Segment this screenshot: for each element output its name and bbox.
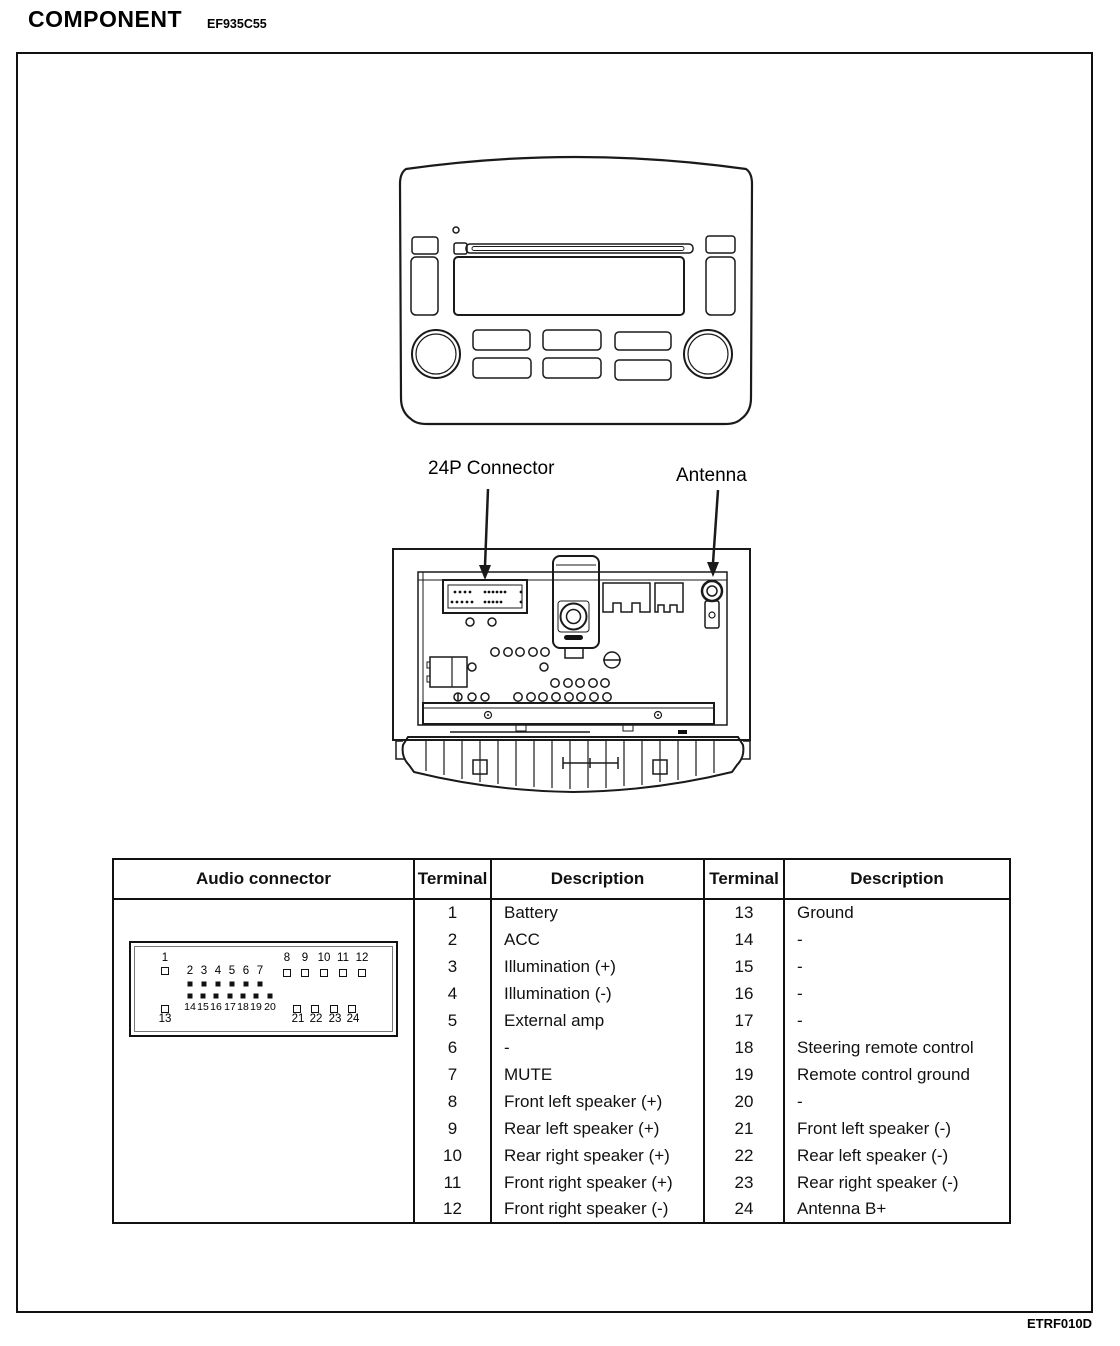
pin-square-13 [161,1005,169,1013]
pin-label-14: 14 [184,1001,196,1013]
table-row [113,899,1010,926]
radio-front-illustration [391,140,761,430]
terminal-cell: 11 [414,1169,491,1196]
pin-square-23 [330,1005,338,1013]
pin-square-2 [188,982,193,987]
description-cell: Remote control ground [784,1061,1010,1088]
pin-square-5 [230,982,235,987]
pin-label-18: 18 [237,1001,249,1013]
terminal-cell: 9 [414,1115,491,1142]
connector-pin-diagram [129,941,398,1037]
pin-label-2: 2 [186,965,194,977]
terminal-cell: 24 [704,1196,784,1223]
header-description-right: Description [784,859,1010,899]
description-cell: - [784,953,1010,980]
description-cell: Rear left speaker (+) [491,1115,704,1142]
terminal-cell: 2 [414,926,491,953]
description-cell: Rear right speaker (-) [784,1169,1010,1196]
terminal-cell: 12 [414,1196,491,1223]
pin-label-24: 24 [346,1013,360,1025]
header-terminal-right: Terminal [704,859,784,899]
description-cell: Front right speaker (+) [491,1169,704,1196]
pin-square-15 [201,994,206,999]
pin-label-20: 20 [264,1001,276,1013]
description-cell: Battery [491,899,704,926]
terminal-cell: 21 [704,1115,784,1142]
radio-rear-illustration [390,545,760,797]
terminal-cell: 7 [414,1061,491,1088]
pin-label-8: 8 [283,952,291,964]
pin-square-7 [258,982,263,987]
pin-square-8 [283,969,291,977]
description-cell: External amp [491,1007,704,1034]
terminal-cell: 20 [704,1088,784,1115]
description-cell: Rear left speaker (-) [784,1142,1010,1169]
label-24p-connector: 24P Connector [428,458,555,479]
terminal-cell: 4 [414,980,491,1007]
terminal-cell: 23 [704,1169,784,1196]
page-code: EF935C55 [207,17,267,31]
pin-label-16: 16 [210,1001,222,1013]
pinout-table [112,858,1011,1224]
pin-label-19: 19 [250,1001,262,1013]
pin-square-3 [202,982,207,987]
pin-label-4: 4 [214,965,222,977]
pin-square-1 [161,967,169,975]
terminal-cell: 13 [704,899,784,926]
header-description-left: Description [491,859,704,899]
pin-square-11 [339,969,347,977]
description-cell: Illumination (-) [491,980,704,1007]
terminal-cell: 14 [704,926,784,953]
description-cell: - [784,1088,1010,1115]
description-cell: Ground [784,899,1010,926]
pin-square-19 [254,994,259,999]
pin-square-9 [301,969,309,977]
terminal-cell: 18 [704,1034,784,1061]
pin-label-15: 15 [197,1001,209,1013]
pin-square-17 [228,994,233,999]
description-cell: - [784,926,1010,953]
pin-square-18 [241,994,246,999]
terminal-cell: 16 [704,980,784,1007]
pin-label-17: 17 [224,1001,236,1013]
description-cell: Front left speaker (-) [784,1115,1010,1142]
description-cell: Front left speaker (+) [491,1088,704,1115]
description-cell: Steering remote control [784,1034,1010,1061]
header-audio-connector: Audio connector [113,859,414,899]
description-cell: - [491,1034,704,1061]
page-title: COMPONENT [28,6,182,32]
figure-code: ETRF010D [1026,1316,1092,1331]
description-cell: Front right speaker (-) [491,1196,704,1223]
description-cell: Antenna B+ [784,1196,1010,1223]
terminal-cell: 19 [704,1061,784,1088]
description-cell: ACC [491,926,704,953]
terminal-cell: 15 [704,953,784,980]
header-terminal-left: Terminal [414,859,491,899]
pin-square-12 [358,969,366,977]
pin-label-9: 9 [301,952,309,964]
terminal-cell: 5 [414,1007,491,1034]
pin-square-6 [244,982,249,987]
terminal-cell: 1 [414,899,491,926]
pin-label-22: 22 [309,1013,323,1025]
description-cell: - [784,980,1010,1007]
terminal-cell: 6 [414,1034,491,1061]
terminal-cell: 17 [704,1007,784,1034]
pin-label-12: 12 [355,952,369,964]
pin-label-23: 23 [328,1013,342,1025]
pin-label-10: 10 [317,952,331,964]
pin-square-16 [214,994,219,999]
pin-label-5: 5 [228,965,236,977]
pin-square-24 [348,1005,356,1013]
description-cell: Illumination (+) [491,953,704,980]
terminal-cell: 10 [414,1142,491,1169]
pin-square-14 [188,994,193,999]
pin-square-21 [293,1005,301,1013]
audio-connector-cell [113,899,414,1223]
description-cell: - [784,1007,1010,1034]
pin-square-22 [311,1005,319,1013]
terminal-cell: 3 [414,953,491,980]
pin-label-11: 11 [337,952,349,964]
pin-label-3: 3 [200,965,208,977]
terminal-cell: 8 [414,1088,491,1115]
pin-label-1: 1 [161,952,169,964]
pin-label-21: 21 [291,1013,305,1025]
terminal-cell: 22 [704,1142,784,1169]
pin-square-10 [320,969,328,977]
pin-label-6: 6 [242,965,250,977]
pin-square-20 [268,994,273,999]
pin-label-7: 7 [256,965,264,977]
pin-label-13: 13 [158,1013,172,1025]
label-antenna: Antenna [676,465,747,486]
description-cell: MUTE [491,1061,704,1088]
description-cell: Rear right speaker (+) [491,1142,704,1169]
pin-square-4 [216,982,221,987]
